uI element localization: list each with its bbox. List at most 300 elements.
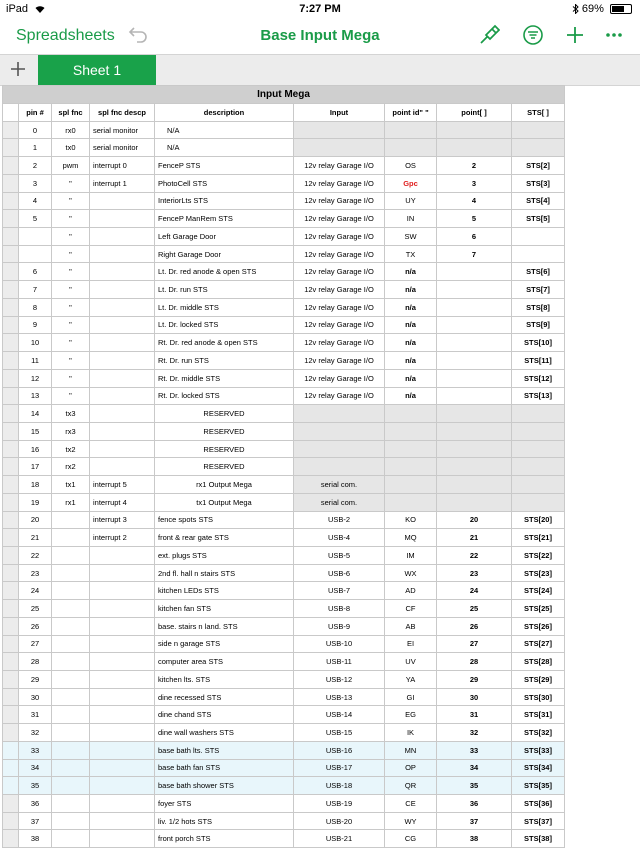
table-cell[interactable]: " (52, 298, 90, 316)
table-cell[interactable] (90, 387, 155, 405)
table-cell[interactable]: InteriorLts STS (155, 192, 294, 210)
table-cell[interactable] (294, 422, 385, 440)
table-cell[interactable]: 29 (19, 671, 52, 689)
table-cell[interactable]: 12v relay Garage I/O (294, 281, 385, 299)
table-cell[interactable]: 34 (437, 759, 512, 777)
table-cell[interactable]: TX (385, 245, 437, 263)
table-cell[interactable]: STS[20] (512, 511, 565, 529)
table-cell[interactable] (90, 741, 155, 759)
table-cell[interactable]: 29 (437, 671, 512, 689)
table-cell[interactable]: 36 (19, 795, 52, 813)
row-header[interactable] (3, 511, 19, 529)
table-cell[interactable] (90, 440, 155, 458)
table-cell[interactable] (90, 405, 155, 423)
table-cell[interactable]: n/a (385, 387, 437, 405)
table-cell[interactable] (512, 245, 565, 263)
table-cell[interactable]: UY (385, 192, 437, 210)
table-cell[interactable]: Rt. Dr. middle STS (155, 369, 294, 387)
table-cell[interactable] (512, 422, 565, 440)
table-cell[interactable] (90, 334, 155, 352)
row-header[interactable] (3, 405, 19, 423)
row-header[interactable] (3, 316, 19, 334)
table-cell[interactable]: 19 (19, 493, 52, 511)
row-header[interactable] (3, 617, 19, 635)
table-cell[interactable] (52, 529, 90, 547)
table-cell[interactable] (294, 139, 385, 157)
row-header[interactable] (3, 706, 19, 724)
table-cell[interactable]: STS[30] (512, 688, 565, 706)
table-cell[interactable]: " (52, 352, 90, 370)
table-cell[interactable]: 11 (19, 352, 52, 370)
column-header[interactable]: point id" " (385, 104, 437, 122)
table-cell[interactable]: tx2 (52, 440, 90, 458)
table-cell[interactable]: n/a (385, 352, 437, 370)
table-cell[interactable]: 38 (19, 830, 52, 848)
table-cell[interactable] (90, 316, 155, 334)
table-cell[interactable] (385, 121, 437, 139)
table-cell[interactable]: 12v relay Garage I/O (294, 352, 385, 370)
table-cell[interactable] (512, 228, 565, 246)
table-cell[interactable]: liv. 1/2 hots STS (155, 812, 294, 830)
table-cell[interactable]: Lt. Dr. locked STS (155, 316, 294, 334)
table-cell[interactable]: WY (385, 812, 437, 830)
table-cell[interactable] (437, 121, 512, 139)
row-header[interactable] (3, 281, 19, 299)
table-cell[interactable]: rx1 (52, 493, 90, 511)
table-cell[interactable]: 2 (19, 157, 52, 175)
table-cell[interactable] (52, 600, 90, 618)
row-header[interactable] (3, 724, 19, 742)
table-cell[interactable]: STS[33] (512, 741, 565, 759)
table-cell[interactable]: tx1 (52, 476, 90, 494)
table-cell[interactable] (385, 139, 437, 157)
table-cell[interactable]: SW (385, 228, 437, 246)
table-cell[interactable]: 27 (437, 635, 512, 653)
table-cell[interactable]: STS[22] (512, 546, 565, 564)
row-header[interactable] (3, 759, 19, 777)
table-cell[interactable]: 36 (437, 795, 512, 813)
table-cell[interactable]: 1 (19, 139, 52, 157)
table-cell[interactable]: dine wall washers STS (155, 724, 294, 742)
table-cell[interactable]: STS[37] (512, 812, 565, 830)
table-cell[interactable]: 22 (437, 546, 512, 564)
table-cell[interactable]: 12v relay Garage I/O (294, 334, 385, 352)
row-header[interactable] (3, 458, 19, 476)
sheet-title[interactable]: Input Mega (3, 86, 565, 104)
table-cell[interactable]: Lt. Dr. run STS (155, 281, 294, 299)
row-header[interactable] (3, 139, 19, 157)
row-header[interactable] (3, 263, 19, 281)
table-cell[interactable]: " (52, 228, 90, 246)
table-cell[interactable]: USB-5 (294, 546, 385, 564)
table-cell[interactable] (90, 564, 155, 582)
table-cell[interactable]: Lt. Dr. red anode & open STS (155, 263, 294, 281)
undo-icon[interactable] (128, 25, 148, 43)
table-cell[interactable] (52, 688, 90, 706)
table-cell[interactable]: " (52, 245, 90, 263)
table-cell[interactable]: n/a (385, 298, 437, 316)
table-cell[interactable]: KO (385, 511, 437, 529)
column-header[interactable]: pin # (19, 104, 52, 122)
table-cell[interactable]: Rt. Dr. red anode & open STS (155, 334, 294, 352)
table-cell[interactable] (52, 759, 90, 777)
table-cell[interactable]: AB (385, 617, 437, 635)
table-cell[interactable]: 5 (437, 210, 512, 228)
table-cell[interactable]: pwm (52, 157, 90, 175)
column-header[interactable]: STS[ ] (512, 104, 565, 122)
format-brush-icon[interactable] (478, 24, 500, 46)
table-cell[interactable]: tx3 (52, 405, 90, 423)
table-cell[interactable] (437, 493, 512, 511)
table-cell[interactable]: 28 (19, 653, 52, 671)
table-cell[interactable]: 20 (19, 511, 52, 529)
tab-sheet-1[interactable]: Sheet 1 (38, 55, 156, 85)
table-cell[interactable]: USB-21 (294, 830, 385, 848)
table-cell[interactable] (90, 706, 155, 724)
table-cell[interactable] (52, 635, 90, 653)
row-header[interactable] (3, 546, 19, 564)
row-header[interactable] (3, 440, 19, 458)
table-cell[interactable]: 37 (437, 812, 512, 830)
row-header[interactable] (3, 600, 19, 618)
table-cell[interactable]: 6 (437, 228, 512, 246)
table-cell[interactable]: " (52, 387, 90, 405)
table-cell[interactable]: 30 (437, 688, 512, 706)
table-cell[interactable]: rx2 (52, 458, 90, 476)
table-cell[interactable]: STS[31] (512, 706, 565, 724)
table-cell[interactable]: Lt. Dr. middle STS (155, 298, 294, 316)
table-cell[interactable]: 24 (437, 582, 512, 600)
table-cell[interactable] (90, 422, 155, 440)
table-cell[interactable]: USB-12 (294, 671, 385, 689)
table-cell[interactable]: USB-20 (294, 812, 385, 830)
table-cell[interactable] (385, 476, 437, 494)
table-cell[interactable]: 3 (19, 174, 52, 192)
table-cell[interactable]: " (52, 263, 90, 281)
table-cell[interactable]: base bath shower STS (155, 777, 294, 795)
table-cell[interactable]: rx0 (52, 121, 90, 139)
table-cell[interactable]: 26 (19, 617, 52, 635)
table-cell[interactable] (437, 352, 512, 370)
row-header[interactable] (3, 476, 19, 494)
table-cell[interactable] (385, 405, 437, 423)
table-cell[interactable] (90, 600, 155, 618)
table-cell[interactable]: base. stairs n land. STS (155, 617, 294, 635)
table-cell[interactable]: " (52, 316, 90, 334)
table-cell[interactable] (52, 617, 90, 635)
row-header[interactable] (3, 157, 19, 175)
table-cell[interactable]: Right Garage Door (155, 245, 294, 263)
row-header[interactable] (3, 369, 19, 387)
table-cell[interactable]: " (52, 210, 90, 228)
table-cell[interactable]: N/A (155, 121, 294, 139)
table-cell[interactable] (90, 369, 155, 387)
table-cell[interactable]: STS[7] (512, 281, 565, 299)
table-cell[interactable]: 21 (19, 529, 52, 547)
row-header[interactable] (3, 121, 19, 139)
table-cell[interactable]: MQ (385, 529, 437, 547)
table-cell[interactable]: YA (385, 671, 437, 689)
table-cell[interactable]: STS[26] (512, 617, 565, 635)
table-cell[interactable] (90, 777, 155, 795)
table-cell[interactable] (52, 671, 90, 689)
table-cell[interactable] (437, 263, 512, 281)
table-cell[interactable]: dine recessed STS (155, 688, 294, 706)
table-cell[interactable]: Gpc (385, 174, 437, 192)
table-cell[interactable]: serial monitor (90, 121, 155, 139)
table-cell[interactable]: EI (385, 635, 437, 653)
table-cell[interactable]: USB-4 (294, 529, 385, 547)
column-header[interactable]: spl fnc (52, 104, 90, 122)
table-cell[interactable] (512, 476, 565, 494)
table-cell[interactable] (52, 564, 90, 582)
table-cell[interactable]: 22 (19, 546, 52, 564)
table-cell[interactable]: 12v relay Garage I/O (294, 387, 385, 405)
row-header[interactable] (3, 493, 19, 511)
table-cell[interactable] (90, 281, 155, 299)
table-cell[interactable] (512, 405, 565, 423)
table-cell[interactable]: EG (385, 706, 437, 724)
more-icon[interactable] (604, 24, 624, 46)
table-cell[interactable] (90, 298, 155, 316)
table-cell[interactable] (385, 493, 437, 511)
table-cell[interactable] (52, 777, 90, 795)
table-cell[interactable]: 5 (19, 210, 52, 228)
table-cell[interactable] (52, 830, 90, 848)
table-cell[interactable]: FenceP ManRem STS (155, 210, 294, 228)
table-cell[interactable]: USB-17 (294, 759, 385, 777)
table-cell[interactable]: side n garage STS (155, 635, 294, 653)
table-cell[interactable]: CG (385, 830, 437, 848)
table-cell[interactable]: USB-2 (294, 511, 385, 529)
table-cell[interactable]: 25 (19, 600, 52, 618)
table-cell[interactable]: 0 (19, 121, 52, 139)
row-header[interactable] (3, 830, 19, 848)
table-cell[interactable]: STS[28] (512, 653, 565, 671)
row-header[interactable] (3, 174, 19, 192)
table-cell[interactable]: STS[13] (512, 387, 565, 405)
row-header[interactable] (3, 671, 19, 689)
table-cell[interactable]: Rt. Dr. run STS (155, 352, 294, 370)
table-cell[interactable]: 12v relay Garage I/O (294, 192, 385, 210)
table-cell[interactable]: 10 (19, 334, 52, 352)
table-cell[interactable] (90, 352, 155, 370)
table-cell[interactable]: AD (385, 582, 437, 600)
table-cell[interactable] (437, 387, 512, 405)
table-cell[interactable]: front porch STS (155, 830, 294, 848)
table-cell[interactable] (90, 263, 155, 281)
table-cell[interactable] (19, 228, 52, 246)
table-cell[interactable]: " (52, 174, 90, 192)
table-cell[interactable]: UV (385, 653, 437, 671)
table-cell[interactable]: STS[32] (512, 724, 565, 742)
table-cell[interactable]: n/a (385, 263, 437, 281)
table-cell[interactable]: STS[6] (512, 263, 565, 281)
row-header[interactable] (3, 245, 19, 263)
table-cell[interactable] (90, 546, 155, 564)
table-cell[interactable] (52, 653, 90, 671)
table-cell[interactable]: OP (385, 759, 437, 777)
table-cell[interactable] (437, 281, 512, 299)
table-cell[interactable]: USB-19 (294, 795, 385, 813)
table-cell[interactable]: interrupt 2 (90, 529, 155, 547)
table-cell[interactable] (90, 617, 155, 635)
table-cell[interactable] (52, 546, 90, 564)
table-cell[interactable]: 14 (19, 405, 52, 423)
table-cell[interactable]: interrupt 0 (90, 157, 155, 175)
add-sheet-icon[interactable] (8, 59, 28, 79)
table-cell[interactable]: 35 (437, 777, 512, 795)
table-cell[interactable]: 18 (19, 476, 52, 494)
row-header[interactable] (3, 635, 19, 653)
table-cell[interactable] (19, 245, 52, 263)
table-cell[interactable]: STS[4] (512, 192, 565, 210)
table-cell[interactable]: 20 (437, 511, 512, 529)
table-cell[interactable]: GI (385, 688, 437, 706)
table-cell[interactable]: kitchen lts. STS (155, 671, 294, 689)
row-header[interactable] (3, 741, 19, 759)
table-cell[interactable] (52, 795, 90, 813)
table-cell[interactable]: STS[36] (512, 795, 565, 813)
table-cell[interactable]: rx1 Output Mega (155, 476, 294, 494)
table-cell[interactable] (90, 812, 155, 830)
column-header[interactable]: Input (294, 104, 385, 122)
table-cell[interactable]: 17 (19, 458, 52, 476)
table-cell[interactable] (512, 440, 565, 458)
table-cell[interactable] (385, 422, 437, 440)
table-cell[interactable]: foyer STS (155, 795, 294, 813)
back-to-spreadsheets-button[interactable]: Spreadsheets (16, 27, 115, 44)
row-header[interactable] (3, 582, 19, 600)
table-cell[interactable]: STS[24] (512, 582, 565, 600)
table-cell[interactable]: " (52, 369, 90, 387)
row-header[interactable] (3, 352, 19, 370)
table-cell[interactable] (437, 476, 512, 494)
row-header[interactable] (3, 653, 19, 671)
table-cell[interactable]: STS[3] (512, 174, 565, 192)
table-cell[interactable] (437, 458, 512, 476)
row-header[interactable] (3, 192, 19, 210)
row-header[interactable] (3, 387, 19, 405)
table-cell[interactable] (52, 724, 90, 742)
table-cell[interactable]: STS[11] (512, 352, 565, 370)
table-cell[interactable]: CE (385, 795, 437, 813)
table-cell[interactable]: 9 (19, 316, 52, 334)
table-cell[interactable]: 12v relay Garage I/O (294, 157, 385, 175)
table-cell[interactable] (437, 334, 512, 352)
table-cell[interactable]: 12v relay Garage I/O (294, 210, 385, 228)
table-cell[interactable] (90, 192, 155, 210)
row-header[interactable] (3, 795, 19, 813)
table-cell[interactable]: 12v relay Garage I/O (294, 174, 385, 192)
table-cell[interactable]: USB-15 (294, 724, 385, 742)
table-cell[interactable]: rx3 (52, 422, 90, 440)
column-header[interactable]: description (155, 104, 294, 122)
table-cell[interactable]: STS[38] (512, 830, 565, 848)
table-cell[interactable]: kitchen fan STS (155, 600, 294, 618)
table-cell[interactable]: n/a (385, 316, 437, 334)
table-cell[interactable]: " (52, 281, 90, 299)
table-cell[interactable]: CF (385, 600, 437, 618)
table-cell[interactable]: 4 (19, 192, 52, 210)
table-cell[interactable]: USB-11 (294, 653, 385, 671)
table-cell[interactable]: WX (385, 564, 437, 582)
table-cell[interactable]: 23 (437, 564, 512, 582)
table-cell[interactable]: serial com. (294, 476, 385, 494)
table-cell[interactable]: interrupt 5 (90, 476, 155, 494)
table-cell[interactable] (437, 298, 512, 316)
table-cell[interactable]: STS[27] (512, 635, 565, 653)
table-cell[interactable] (90, 210, 155, 228)
table-cell[interactable]: IN (385, 210, 437, 228)
table-cell[interactable]: STS[10] (512, 334, 565, 352)
table-cell[interactable]: " (52, 192, 90, 210)
table-cell[interactable]: serial monitor (90, 139, 155, 157)
table-cell[interactable] (52, 741, 90, 759)
column-header[interactable]: spl fnc descp (90, 104, 155, 122)
table-cell[interactable]: OS (385, 157, 437, 175)
table-cell[interactable]: interrupt 3 (90, 511, 155, 529)
table-cell[interactable]: 2 (437, 157, 512, 175)
row-header[interactable] (3, 422, 19, 440)
table-cell[interactable]: USB-13 (294, 688, 385, 706)
table-cell[interactable]: 12v relay Garage I/O (294, 245, 385, 263)
table-cell[interactable]: STS[34] (512, 759, 565, 777)
table-cell[interactable] (294, 440, 385, 458)
row-header[interactable] (3, 564, 19, 582)
table-cell[interactable]: 7 (437, 245, 512, 263)
table-cell[interactable] (90, 724, 155, 742)
table-cell[interactable]: 26 (437, 617, 512, 635)
table-cell[interactable] (385, 440, 437, 458)
table-cell[interactable]: USB-9 (294, 617, 385, 635)
table-cell[interactable] (52, 511, 90, 529)
row-header[interactable] (3, 228, 19, 246)
table-cell[interactable] (512, 458, 565, 476)
table-cell[interactable]: STS[5] (512, 210, 565, 228)
table-cell[interactable] (90, 688, 155, 706)
table-cell[interactable]: 7 (19, 281, 52, 299)
table-cell[interactable]: dine chand STS (155, 706, 294, 724)
table-cell[interactable]: 13 (19, 387, 52, 405)
table-cell[interactable]: STS[21] (512, 529, 565, 547)
table-cell[interactable] (512, 139, 565, 157)
table-cell[interactable]: 3 (437, 174, 512, 192)
table-cell[interactable]: QR (385, 777, 437, 795)
table-cell[interactable]: 12 (19, 369, 52, 387)
table-cell[interactable]: 27 (19, 635, 52, 653)
table-cell[interactable]: MN (385, 741, 437, 759)
table-cell[interactable]: 37 (19, 812, 52, 830)
table-cell[interactable]: 31 (437, 706, 512, 724)
table-cell[interactable]: 24 (19, 582, 52, 600)
column-header[interactable]: point[ ] (437, 104, 512, 122)
table-cell[interactable]: 2nd fl. hall n stairs STS (155, 564, 294, 582)
row-header[interactable] (3, 334, 19, 352)
table-cell[interactable]: USB-6 (294, 564, 385, 582)
table-cell[interactable]: RESERVED (155, 405, 294, 423)
table-cell[interactable]: 6 (19, 263, 52, 281)
table-cell[interactable]: interrupt 1 (90, 174, 155, 192)
table-cell[interactable]: ext. plugs STS (155, 546, 294, 564)
table-cell[interactable] (52, 812, 90, 830)
table-cell[interactable] (90, 759, 155, 777)
table-cell[interactable]: RESERVED (155, 440, 294, 458)
table-cell[interactable]: n/a (385, 281, 437, 299)
table-cell[interactable] (90, 245, 155, 263)
row-header[interactable] (3, 688, 19, 706)
row-header[interactable] (3, 298, 19, 316)
